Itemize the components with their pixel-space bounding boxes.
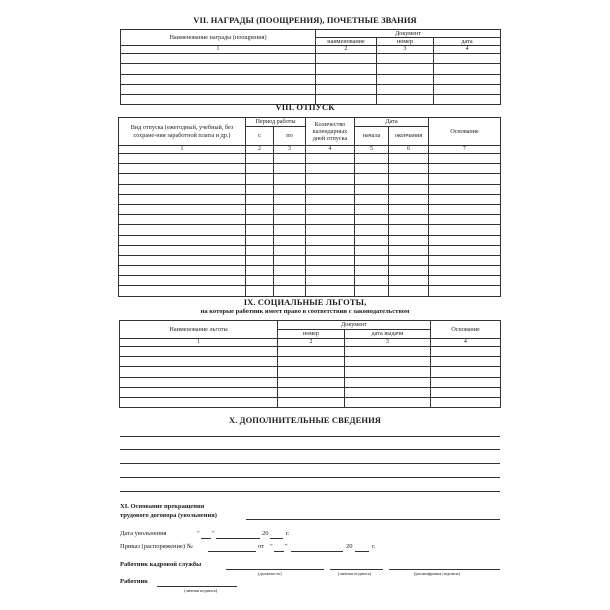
table-row[interactable] [119,184,501,194]
table-row[interactable] [121,54,501,64]
benefits-col-issue-date: дата выдачи [345,330,431,339]
table-row[interactable] [119,235,501,245]
vacation-col-to: по [274,127,306,146]
awards-col-name: Наименование награды (поощрения) [121,30,316,46]
column-number: 3 [377,46,434,54]
table-row[interactable] [119,215,501,225]
vacation-col-start: начала [355,127,389,146]
awards-number-row [121,46,501,54]
termination-title-line1: XI. Основание прекращения [120,503,205,510]
column-number: 1 [120,339,278,347]
additional-line[interactable] [120,463,500,464]
benefits-table [119,320,501,408]
column-number: 4 [434,46,501,54]
additional-line[interactable] [120,436,500,437]
benefits-col-number: номер [278,330,345,339]
column-number: 2 [316,46,377,54]
column-number: 1 [119,146,246,154]
order-date-quote-close: " [285,543,288,550]
order-year-field[interactable] [355,551,369,552]
order-label: Приказ (распоряжение) № [120,543,193,550]
order-day-field[interactable] [274,551,284,552]
table-row[interactable] [119,154,501,164]
employee-signature-field[interactable] [157,586,237,587]
dismissal-year-suffix: г. [286,530,290,537]
additional-line[interactable] [120,477,500,478]
table-row[interactable] [119,286,501,296]
table-row[interactable] [119,174,501,184]
dismissal-month-field[interactable] [216,538,260,539]
dismissal-date-quote-close: " [212,530,215,537]
order-year-prefix: 20 [346,543,353,550]
additional-line[interactable] [120,449,500,450]
column-number: 2 [278,339,345,347]
dismissal-year-prefix: 20 [262,530,269,537]
awards-col-doc-date: дата [434,38,501,46]
table-row[interactable] [120,367,501,377]
dismissal-date-label: Дата увольнения [120,530,167,537]
benefits-subtitle: на которые работник имеет право в соответствии с законодательством [200,308,410,315]
vacation-col-type: Вид отпуска (ежегодный, учебный, без сохране-ния заработной платы и др.) [119,118,246,146]
personal-signature-caption: (личная подпись) [338,571,372,576]
additional-title: X. ДОПОЛНИТЕЛЬНЫЕ СВЕДЕНИЯ [228,415,382,425]
vacation-col-end: окончания [389,127,429,146]
table-row[interactable] [121,64,501,74]
table-row[interactable] [119,204,501,214]
signature-decoding-caption: (расшифровка подписи) [414,571,460,576]
table-row[interactable] [120,347,501,357]
benefits-col-document: Документ [278,321,431,330]
vacation-title: VIII. ОТПУСК [275,102,335,112]
table-row[interactable] [120,377,501,387]
column-number: 1 [121,46,316,54]
awards-table [120,29,501,105]
table-row[interactable] [121,74,501,84]
order-date-quote-open: " [270,543,273,550]
vacation-col-basis: Основание [429,118,501,146]
column-number: 4 [306,146,355,154]
dismissal-date-quote-open: " [197,530,200,537]
benefits-number-row [120,339,501,347]
benefits-title: IX. СОЦИАЛЬНЫЕ ЛЬГОТЫ, [243,297,367,307]
table-row[interactable] [119,225,501,235]
column-number: 5 [355,146,389,154]
order-from-label: от [258,543,265,550]
column-number: 2 [246,146,274,154]
benefits-col-name: Наименование льготы [120,321,278,339]
table-row[interactable] [121,84,501,94]
column-number: 7 [429,146,501,154]
employee-label: Работник [120,578,148,585]
dismissal-day-field[interactable] [201,538,211,539]
table-row[interactable] [119,194,501,204]
column-number: 4 [431,339,501,347]
employee-signature-caption: (личная подпись) [184,588,218,593]
termination-reason-field[interactable] [246,519,500,520]
position-caption: (должность) [258,571,282,576]
table-row[interactable] [120,397,501,407]
order-month-field[interactable] [291,551,343,552]
termination-title-line2: трудового договора (увольнения) [120,512,217,519]
awards-col-document: Документ [316,30,501,38]
table-row[interactable] [119,276,501,286]
table-row[interactable] [119,164,501,174]
table-row[interactable] [119,266,501,276]
dismissal-year-field[interactable] [270,538,283,539]
vacation-col-from: с [246,127,274,146]
benefits-col-basis: Основание [431,321,501,339]
hr-worker-label: Работник кадровой службы [120,561,202,568]
order-number-field[interactable] [208,551,256,552]
vacation-col-date: Дата [355,118,429,127]
column-number: 6 [389,146,429,154]
vacation-col-days: Количество календарных дней отпуска [306,118,355,146]
awards-title: VII. НАГРАДЫ (ПООЩРЕНИЯ), ПОЧЕТНЫЕ ЗВАНИЯ [193,15,417,25]
table-row[interactable] [120,387,501,397]
hr-signature-field[interactable] [330,569,383,570]
awards-col-doc-number: номер [377,38,434,46]
awards-col-doc-name: наименование [316,38,377,46]
vacation-table [118,117,501,297]
column-number: 3 [345,339,431,347]
table-row[interactable] [119,245,501,255]
table-row[interactable] [120,357,501,367]
hr-position-field[interactable] [226,569,324,570]
vacation-number-row [119,146,501,154]
order-year-suffix: г. [372,543,376,550]
column-number: 3 [274,146,306,154]
vacation-col-period: Период работы [246,118,306,127]
table-row[interactable] [119,255,501,265]
additional-line[interactable] [120,491,500,492]
hr-signature-decoding-field[interactable] [389,569,500,570]
